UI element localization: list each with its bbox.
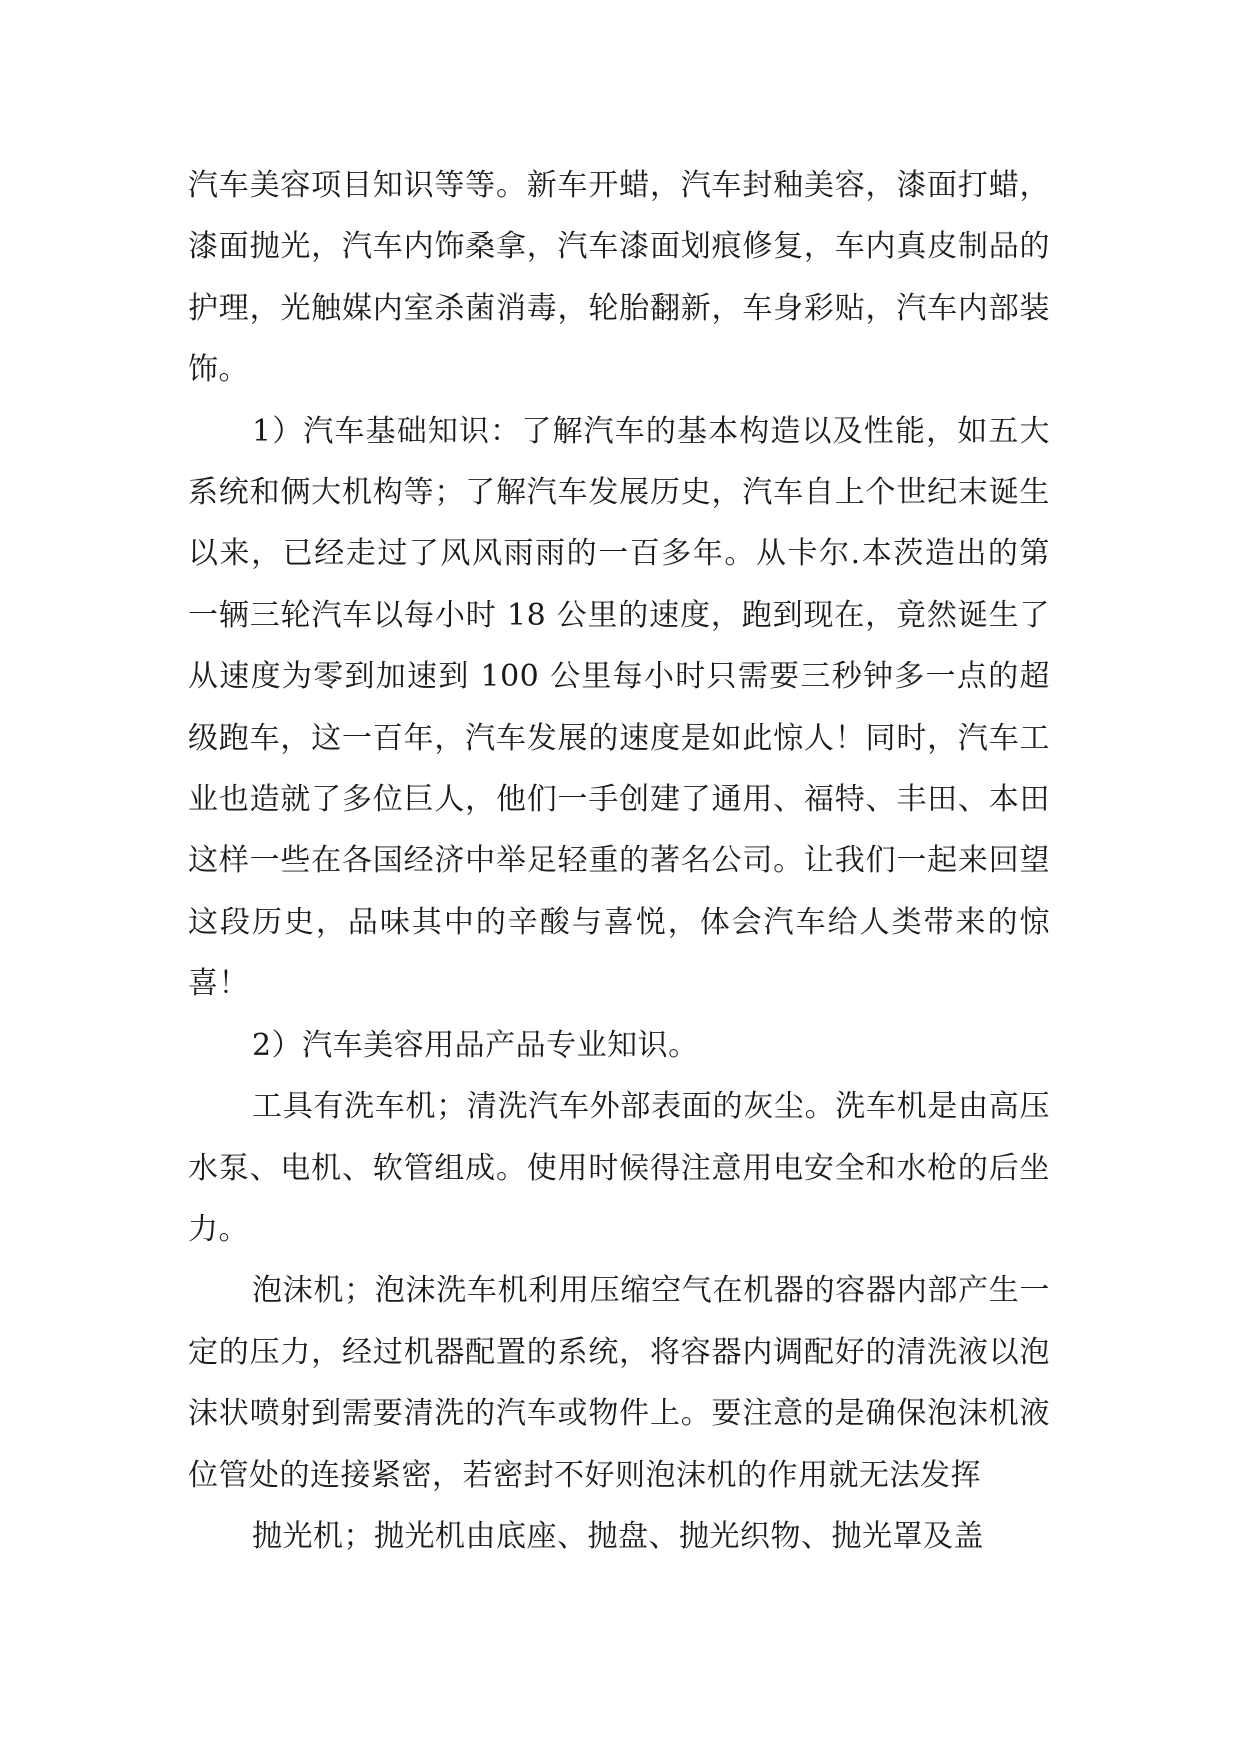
paragraph-product-knowledge-heading: 2）汽车美容用品产品专业知识。 xyxy=(252,1027,699,1063)
paragraph-foam-machine: 泡沫机；泡沫洗车机利用压缩空气在机器的容器内部产生一定的压力，经过机器配置的系统，将容器内调配好的清洗液以泡沫状喷射到需要清洗的汽车或物件上。要注意的是确保泡沫机液位管处的连接紧密，若密封不好则泡沫机的作用就无法发挥 xyxy=(188,1273,1050,1493)
paragraph-polishing-machine: 抛光机；抛光机由底座、抛盘、抛光织物、抛光罩及盖 xyxy=(252,1518,984,1554)
paragraph-car-basics: 1）汽车基础知识：了解汽车的基本构造以及性能，如五大系统和俩大机构等；了解汽车发展历史，汽车自上个世纪末诞生以来，已经走过了风风雨雨的一百多年。从卡尔.本茨造出的第一辆三轮汽车以每小时 18 公里的速度，跑到现在，竟然诞生了从速度为零到加速到 100 公里每小时只需要三秒钟多一点的超级跑车，这一百年，汽车发展的速度是如此惊人！同时，汽车工业也造就了多位巨人，他们一手创建了通用、福特、丰田、本田这样一些在各国经济中举足轻重的著名公司。让我们一起来回望这段历史，品味其中的辛酸与喜悦，体会汽车给人类带来的惊喜！ xyxy=(188,413,1050,1002)
paragraph-car-beauty-items: 汽车美容项目知识等等。新车开蜡，汽车封釉美容，漆面打蜡，漆面抛光，汽车内饰桑拿，汽车漆面划痕修复，车内真皮制品的护理，光触媒内室杀菌消毒，轮胎翻新，车身彩贴，汽车内部装饰。 xyxy=(188,168,1050,388)
paragraph-car-wash-machine: 工具有洗车机；清洗汽车外部表面的灰尘。洗车机是由高压水泵、电机、软管组成。使用时候得注意用电安全和水枪的后坐力。 xyxy=(188,1089,1050,1247)
document-body xyxy=(188,155,1050,1567)
